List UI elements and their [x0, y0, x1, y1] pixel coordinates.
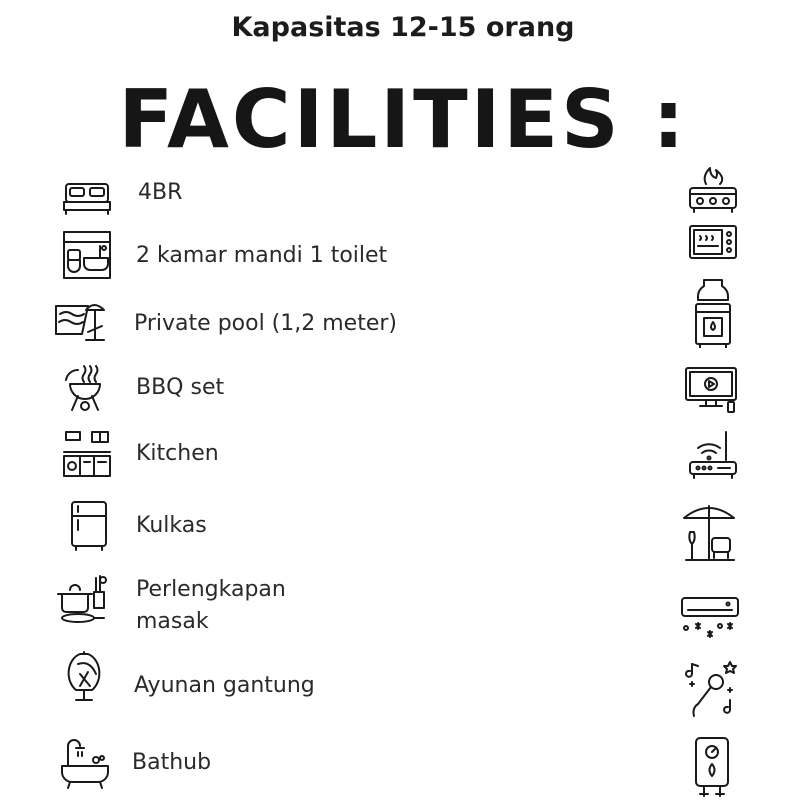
- facility-label: Ayunan gantung: [134, 673, 315, 698]
- bed-icon: [60, 168, 114, 222]
- facility-label: Perlengkapan: [136, 577, 286, 602]
- pool-icon: [52, 296, 106, 350]
- page-title: FACILITIES :: [118, 73, 688, 166]
- facility-label: BBQ set: [136, 375, 225, 400]
- capacity-text: Kapasitas 12-15 orang: [231, 12, 575, 43]
- bathtub-icon: [58, 738, 112, 792]
- microwave-icon: [686, 216, 740, 270]
- refrigerator-icon: [62, 498, 116, 552]
- gas-stove-icon: [686, 164, 740, 218]
- bathroom-icon: [60, 228, 114, 282]
- bbq-grill-icon: [58, 362, 112, 416]
- facility-label: Kulkas: [136, 513, 207, 538]
- karaoke-mic-icon: [684, 660, 738, 720]
- water-dispenser-icon: [686, 276, 740, 348]
- air-conditioner-icon: [680, 592, 740, 646]
- facility-label: Kitchen: [136, 441, 219, 466]
- tv-icon: [684, 362, 738, 416]
- kitchen-icon: [60, 428, 114, 482]
- water-heater-icon: [686, 734, 740, 798]
- cookware-icon: [56, 572, 110, 626]
- wifi-router-icon: [686, 428, 740, 482]
- facility-label: Bathub: [132, 750, 212, 775]
- facility-label: masak: [136, 609, 209, 634]
- hanging-swing-icon: [60, 650, 114, 704]
- facility-label: 4BR: [138, 180, 183, 205]
- facility-label: 2 kamar mandi 1 toilet: [136, 243, 388, 268]
- rooftop-umbrella-icon: [682, 502, 736, 562]
- facility-label: Private pool (1,2 meter): [134, 311, 398, 336]
